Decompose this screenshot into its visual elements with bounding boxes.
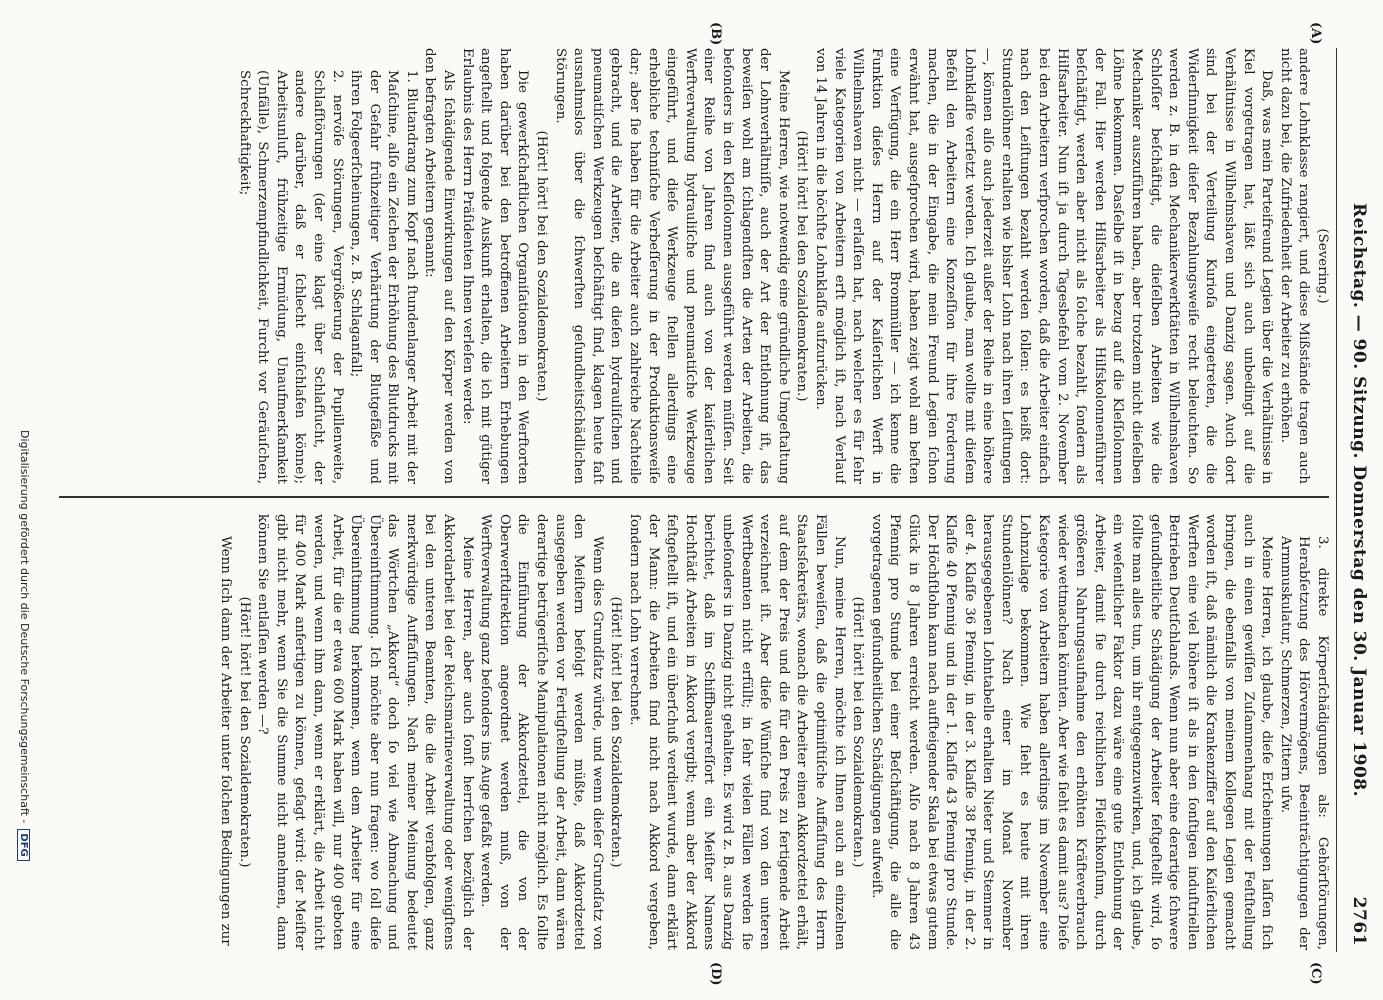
digitization-credit <box>17 430 31 1000</box>
paragraph: Meine Herren, ich glaube, dieſe Erſcheinungen laſſen ſich auch in einen gewiſſen Zuſammenhang mit der Feſtſtellung bringen, die ebenfalls von meinem Kollegen Legien gemacht worden iſt, daß nämlich die Krankenziffer auf den Kaiſerlichen Werften eine viel höhere iſt als in den ſonſtigen induſtriellen Betrieben Deutſchlands. Wenn nun aber eine derartige ſchwere geſundheitliche Schädigung der Arbeiter feſtgeſtellt wird, ſo ſollte man alles tun, um ihr entgegenzuwirken, und, ich glaube, ein weſentlicher Faktor dazu wäre eine gute Entlohnung der Arbeiter, damit ſie durch reichlichen Fleiſchkonſum, durch größeren Nahrungsaufnahme den erhöhten Kräfteverbrauch wieder wettmachen könnten. Aber wie ſieht es damit aus? Dieſe Kategorie von Arbeitern haben allerdings im November eine Lohnzulage bekommen. Wie ſieht es heute mit ihren Stundenlöhnen? Nach einer im Monat November herausgegebenen Lohntabelle erhalten Nieter und Stemmer in der 4. Klaſſe 36 Pfennig, in der 3. Klaſſe 38 Pfennig, in der 2. Klaſſe 40 Pfennig und in der 1. Klaſſe 43 Pfennig pro Stunde. Der Höchſtlohn kann nach aufſteigender Skala bei etwas gutem Glück in 8 Jahren erreicht werden. Alſo nach 8 Jahren 43 Pfennig pro Stunde bei einer Beſchäftigung, die alle die vorgetragenen geſundheitlichen Schädigungen aufweiſt. <box>868 514 1275 950</box>
margin-marker-b: (B) <box>708 22 723 46</box>
paragraph: Die gewerkſchaftlichen Organiſationen in den Werftorten haben darüber bei den betroffenen Arbeitern Erhebungen angeſtellt und folgende Auskunft erhalten, die ich mit gütiger Erlaubnis des Herrn Präſidenten Ihnen verleſen werde: <box>459 48 531 484</box>
paragraph: andere Lohnklasse rangiert, und diese Mißstände tragen auch nicht dazu bei, die Zufriedenheit der Arbeiter zu erhöhen. <box>1277 48 1312 484</box>
interjection: (Hört! hört! bei den Sozialdemokraten.) <box>794 130 810 402</box>
paragraph: Als ſchädigende Einwirkungen auf den Körper werden von den befragten Arbeitern genannt: <box>422 48 457 484</box>
left-column <box>51 48 1331 484</box>
dfg-logo: DFG <box>17 829 30 860</box>
list-item: 1. Blutandrang zum Kopf nach ſtundenlanger Arbeit mit der Maſchine, alſo ein Zeichen der Erhöhung des Blutdrucks mit der Gefahr frühzeitiger Verhärtung der Blutgefäße und ihren Folgeerſcheinungen, z. B. Schlaganfall; <box>348 70 419 484</box>
paragraph: Wenn dies Grundſatz würde, und wenn dieſer Grundſatz von den Meiſtern befolgt werden müßte, daß Akkordzettel ausgegeben werden vor Fertigſtellung der Arbeit, dann wären derartige betrügeriſche Manipulationen nicht möglich. Es ſollte die Einführung der Akkordzettel, die von der Oberwerftdirektion angeordnet werden muß, von der Werftverwaltung ganz beſonders ins Auge gefaßt werden. <box>478 514 605 950</box>
list-item: 3. direkte Körperſchädigungen als: Gehörſtörungen, Herabſetzung des Hörvermögens, Beeinträchtigungen der Armmuskulatur, Schmerzen, Zittern uſw. <box>1277 536 1330 950</box>
interjection: (Hört! hört! bei den Sozialdemokraten.) <box>608 596 624 868</box>
page-header-title: Reichstag. — 90. Sitzung. Donnerstag den 30. Januar 1908. <box>1349 202 1369 798</box>
list-item: 2. nervöſe Störungen, Vergrößerung der Pupillenweite, Schlafſtörungen (der eine klagt über Schlafſucht, der andere darüber, daß er ſchlecht einſchlafen könne); Arbeitsunluſt, frühzeitige Ermüdung, Unaufmerkſamkeit (Unfälle), Schmerzempfindlichkeit, Furcht vor Geräuſchen, Schreckhaftigkeit; <box>236 70 345 484</box>
margin-marker-a: (A) <box>1308 22 1323 45</box>
paragraph: Nun, meine Herren, möchte ich Ihnen auch an einzelnen Fällen beweiſen, daß die optimiſtiſche Auffaſſung des Herrn Staatsſekretärs, wonach die Arbeiter einen Akkordzettel erhält, auf dem der Preis und die für den Preis zu fertigende Arbeit verzeichnet iſt. Aber dieſe Wünſche ſind von den unteren Werftbeamten nicht erfüllt; in ſehr vielen Fällen werden ſie unbeſonders in Danzig nicht gehalten. Es wird z. B. aus Danzig berichtet, daß im Schiffbauerreſſort ein Meiſter Namens Hochſtädt Arbeiten in Akkord vergibt; wenn aber der Akkord feſtgeſtellt iſt, und ein überſchuß verdient wurde, dann erklärt der Mann: die Arbeiten ſind nicht nach Akkord vergeben, ſondern nach Lohn verrechnet. <box>627 514 847 950</box>
paragraph: Wenn ſich dann der Arbeiter unter ſolchen Bedingungen zur <box>217 536 233 946</box>
column-divider <box>59 496 1329 498</box>
interjection: (Severing.) <box>1315 228 1330 304</box>
right-column <box>51 514 1331 950</box>
interjection: (Hört! hört! bei den Sozialdemokraten.) <box>534 130 550 402</box>
interjection: (Hört! hört! bei den Sozialdemokraten.) <box>850 596 866 868</box>
page-number: 2761 <box>1349 896 1369 946</box>
margin-marker-d: (D) <box>708 962 723 986</box>
paragraph: Daß, was mein Parteifreund Legien über die Verhältnisse in Kiel vorgetragen hat, läßt sich auch unbedingt auf die Verhältnisse in Wilhelmshaven und Danzig sagen. Auch dort sind bei der Verteilung Kurioſa eingetreten, die die Widerſinnigkeit dieſer Bezahlungsweiſe recht beleuchten. So werden z. B. in den Mechanikerwerkſtätten in Wilhelmshaven Schloſſer beſchäftigt, die dieſelben Arbeiten wie die Mechaniker auszuführen haben, aber trotzdem nicht dieſelben Löhne bekommen. Dasſelbe iſt in bezug auf die Kleſſolonnen der Fall. Hier werden Hilfsarbeiter als Hilfskolonnenführer beſchäftigt, werden aber nicht als ſolche bezahlt, ſondern als Hilfsarbeiter. Nun iſt ja durch Tagesbefehl vom 2. November bei den Arbeitern verſprochen worden, daß die Arbeiter einfach nach den Leiſtungen bezahlt werden ſollen: es heißt dort: Stundenlöhner erhalten wie bisher Lohn nach ihren Leiſtungen —, können alſo auch jederzeit außer der Reihe in eine höhere Lohnklaſſe verſetzt werden. Ich glaube, man wollte mit dieſem Befehl den Arbeitern eine Konzeſſion für ihre Forderung machen, die in der Eingabe, die mein Freund Legien ſchon erwähnt hat, ausgeſprochen wird, haben zeigt wohl am beſten eine Verfügung, die ein Herr Brommüller — ich kenne die Funktion dieſes Herrn auf der Kaiſerlichen Werft in Wilhelmshaven nicht — erlaſſen hat, nach welcher es für ſehr viele Kategorien von Arbeitern erſt möglich iſt, nach Verlauf von 14 Jahren in die höchſte Lohnklaſſe aufzurücken. <box>812 48 1275 484</box>
page-header <box>1337 48 1369 952</box>
digitization-credit-text: Digitalisierung gefördert durch die Deutsche Forschungsgemeinschaft - <box>18 430 31 824</box>
paragraph: Meine Herren, aber auch ſonſt herrſchen bezüglich der Akkordarbeit bei der Reichsmarineverwaltung oder wenigſtens bei den unteren Beamten, die die Arbeit verabfolgen, ganz merkwürdige Auffaſſungen. Nach meiner Meinung bedeutet das Wörtchen „Akkord“ doch ſo viel wie Abmachung und Übereinſtimmung. Ich möchte aber nun fragen: wo ſoll dieſe Übereinſtimmung herkommen, wenn dem Arbeiter für eine Arbeit, für die er etwa 600 Mark haben will, nur 400 geboten werden, und wenn ihm dann, wenn er erklärt, die Arbeit nicht für 400 Mark anfertigen zu können, geſagt wird: der Meiſter gibt nicht mehr, wenn Sie die Summe nicht annehmen, dann können Sie entlaſſen werden —? <box>255 514 475 950</box>
header-rule <box>1336 48 1337 952</box>
interjection: (Hört! hört! bei den Sozialdemokraten.) <box>236 596 252 868</box>
margin-marker-c: (C) <box>1308 962 1323 985</box>
paragraph: Meine Herren, wie notwendig eine gründliche Umgeſtaltung der Lohnverhältniſſe, auch der Art der Entlohnung iſt, das beweiſen wohl am ſchlagendſten die Arten der Arbeiten, die beſonders in den Kleſſolonnen ausgeführt werden müſſen. Seit einer Reihe von Jahren ſind auch von der kaiſerlichen Werftverwaltung hydrauliſche und pneumatiſche Werkzeuge eingeführt, und dieſe Werkzeuge ſtellen allerdings eine erhebliche techniſche Verbeſſerung in der Produktionsweiſe dar; aber ſie haben für die Arbeiter auch zahlreiche Nachteile gebracht, und die Arbeiter, die an dieſen hydrauliſchen und pneumatiſchen Werkzeugen beſchäftigt ſind, klagen heute faſt ausnahmslos über die ſchwerſten geſundheitsſchädlichen Störungen. <box>552 48 791 484</box>
